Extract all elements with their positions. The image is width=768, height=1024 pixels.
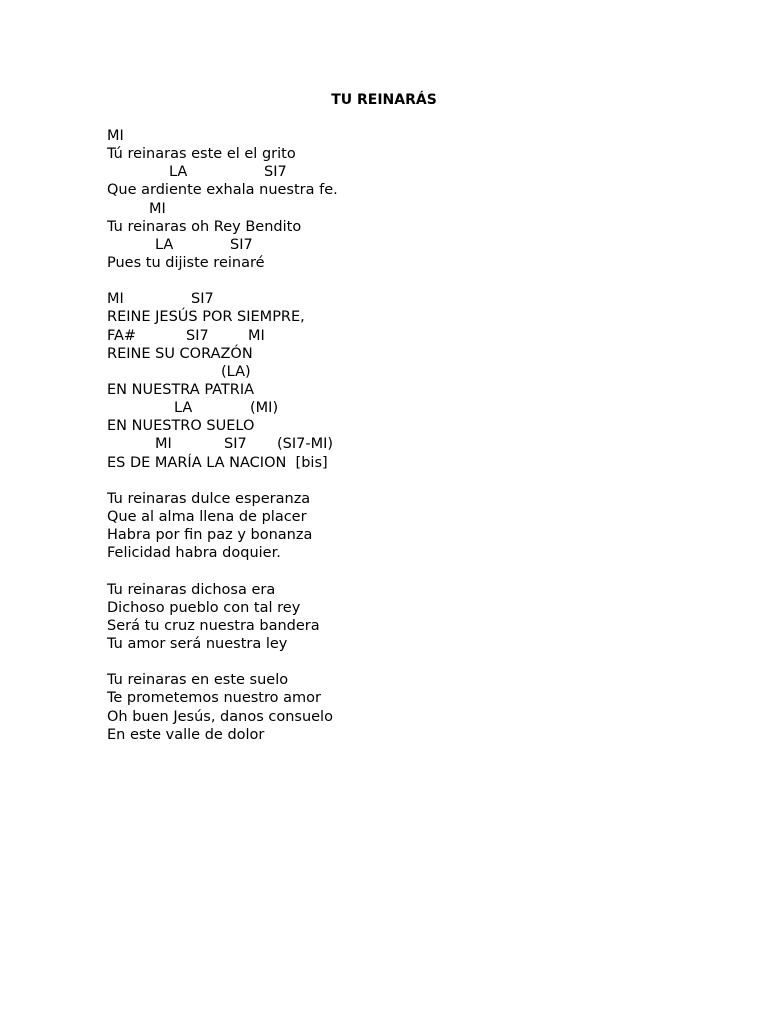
chord-line [107,399,667,417]
chord-line [107,290,667,308]
lyric-line: Tu reinaras dulce esperanza [107,490,311,507]
stanza-gap [107,562,667,580]
chord-line [107,327,667,345]
chord: SI7 [224,436,247,453]
lyric-line: Felicidad habra doquier. [107,545,281,562]
chord: MI [155,436,172,453]
chord: SI7 [264,164,287,181]
lyric-line: REINE SU CORAZÓN [107,345,253,362]
chord: (LA) [221,363,251,380]
chord: LA [169,164,188,181]
lyric-line: Dichoso pueblo con tal rey [107,599,301,616]
stanza-gap [107,272,667,290]
lyric-line: Te prometemos nuestro amor [107,690,321,707]
lyric-line: EN NUESTRO SUELO [107,418,255,435]
lyric-line: Que al alma llena de placer [107,508,307,525]
chord: (MI) [250,400,279,417]
lyric-line: En este valle de dolor [107,726,265,743]
chord: SI7 [191,291,214,308]
chord: FA# [107,327,137,344]
lyric-line: Que ardiente exhala nuestra fe. [107,182,338,199]
chord: MI [107,291,124,308]
lyric-line: Habra por fin paz y bonanza [107,527,313,544]
lyric-line: EN NUESTRA PATRIA [107,381,255,398]
chord-line [107,163,667,181]
chord-line [107,435,667,453]
lyric-line: Tú reinaras este el el grito [107,146,296,163]
lyric-line: Será tu cruz nuestra bandera [107,617,320,634]
lyric-line: REINE JESÚS POR SIEMPRE, [107,309,305,326]
chord: MI [149,200,166,217]
chord-line [107,236,667,254]
lyric-line: ES DE MARÍA LA NACION [bis] [107,454,328,471]
chord: LA [174,400,193,417]
chord-line: MI [107,128,124,144]
chord: SI7 [186,327,209,344]
stanza-gap [107,653,667,671]
lyric-line: Tu amor será nuestra ley [107,635,288,652]
chord-line [107,363,667,381]
song-body [107,127,667,744]
chord: SI7 [230,236,253,253]
chord-line [107,200,667,218]
song-title: TU REINARÁS [331,92,437,108]
chord: MI [248,327,265,344]
chord: (SI7-MI) [277,436,334,453]
lyric-line: Oh buen Jesús, danos consuelo [107,708,333,725]
lyric-line: Pues tu dijiste reinaré [107,254,265,271]
lyric-line: Tu reinaras oh Rey Bendito [107,218,302,235]
chord: LA [155,236,174,253]
lyric-line: Tu reinaras dichosa era [107,581,276,598]
stanza-gap [107,472,667,490]
lyric-line: Tu reinaras en este suelo [107,672,289,689]
